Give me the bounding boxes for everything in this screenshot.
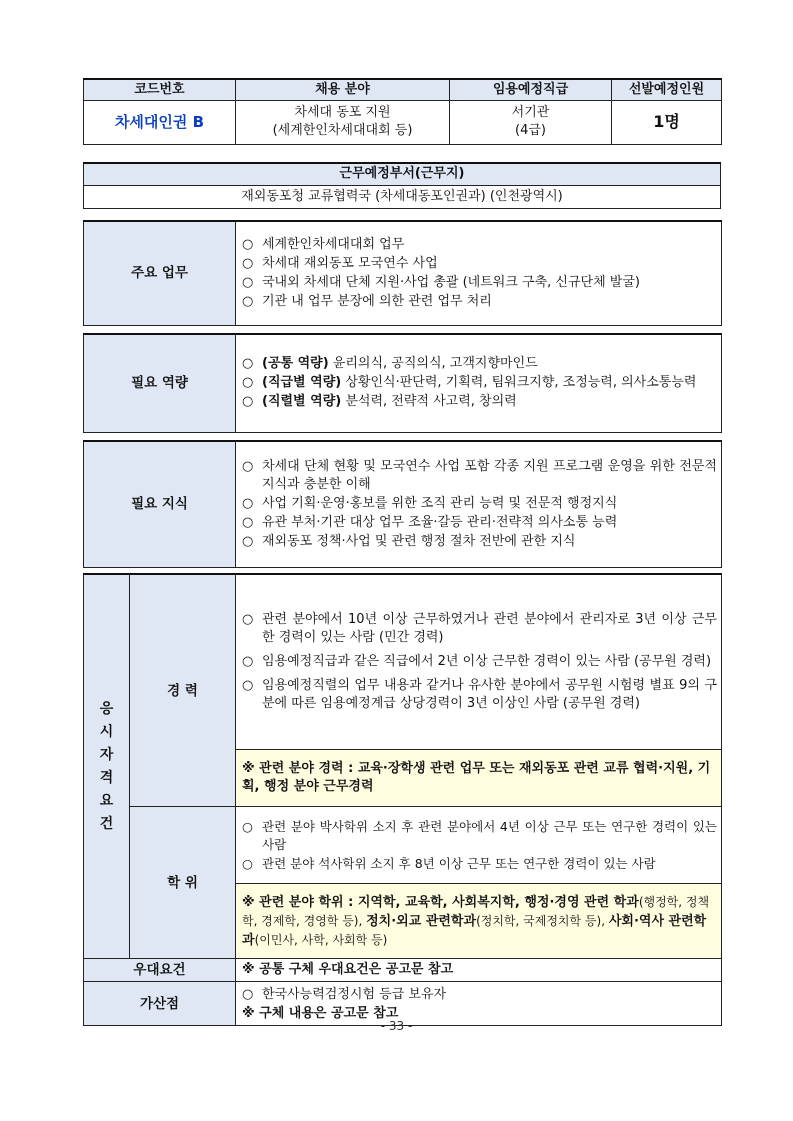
duties-label: 주요 업무 [84,221,236,325]
list-item: ○ 관련 분야에서 10년 이상 근무하였거나 관련 분야에서 관리자로 3년 이상 근무한 경력이 있는 사람 (민간 경력) [242,612,717,645]
knowledge-list [236,441,722,567]
bonus-label: 가산점 [84,982,236,1026]
preference-value: ※ 공통 구체 우대요건은 공고문 참고 [236,959,722,982]
position-field [236,100,450,144]
list-item: ○ 국내외 차세대 단체 지원·사업 총괄 (네트워크 구축, 신규단체 발굴) [242,274,640,290]
grade-line2: (4급) [515,123,546,138]
req-char: 시 [99,723,114,740]
req-char: 응 [99,700,114,717]
list-item: ○ (공통 역량) 윤리의식, 공직의식, 고객지향마인드 [242,356,538,372]
list-item: ○ 차세대 단체 현황 및 모국연수 사업 포함 각종 지원 프로그램 운영을 위한 전문적 지식과 충분한 이해 [242,458,717,492]
header-grade: 임용예정직급 [450,79,612,100]
list-item: ○ 기관 내 업무 분장에 의한 관련 업무 처리 [242,293,492,309]
list-item: ○ 차세대 재외동포 모국연수 사업 [242,255,438,271]
header-code: 코드번호 [84,79,236,100]
preference-label: 우대요건 [84,959,236,982]
list-item: ○ 임용예정직렬의 업무 내용과 같거나 유사한 분야에서 공무원 시험령 별표 9의 구분에 따른 임용예정계급 상당경력이 3년 이상인 사람 (공무원 경력) [242,678,717,711]
list-item: ○ 세계한인차세대대회 업무 [242,236,405,252]
dept-title: 근무예정부서(근무지) [84,163,721,185]
knowledge-label: 필요 지식 [84,441,236,567]
list-item: ○ 사업 기획·운영·홍보를 위한 조직 관리 능력 및 전문적 행정지식 [242,495,618,511]
position-code: 차세대인권 B [84,100,236,144]
knowledge-table [83,440,722,568]
grade-line1: 서기관 [511,105,550,120]
header-field: 채용 분야 [236,79,450,100]
list-item: ○ (직급별 역량) 상황인식·판단력, 기획력, 팀워크지향, 조정능력, 의사소통능력 [242,375,697,391]
duties-list [236,221,722,325]
requirements-table [83,573,722,1026]
req-char: 격 [99,769,114,786]
dept-table [83,162,721,209]
experience-list [236,574,722,750]
competency-list [236,334,722,432]
req-char: 요 [99,792,114,809]
list-item: ○ 관련 분야 박사학위 소지 후 관련 분야에서 4년 이상 근무 또는 연구한 경력이 있는 사람 [242,818,717,852]
requirements-label [84,574,130,959]
degree-note: ※ 관련 분야 학위 : 지역학, 교육학, 사회복지학, 행정·경영 관련 학과(행정학, 정책학, 경제학, 경영학 등), 정치·외교 관련학과(정치학, 국제정치학 등), 사회·역사 관련학과(이민사, 사학, 사회학 등) [236,884,722,959]
experience-note: ※ 관련 분야 경력 : 교육·장학생 관련 업무 또는 재외동포 관련 교류 협력·지원, 기획, 행정 분야 근무경력 [236,750,722,807]
field-line1: 차세대 동포 지원 [294,105,391,120]
bonus-note: ※ 구체 내용은 공고문 참고 [242,1005,399,1021]
header-count: 선발예정인원 [612,79,722,100]
field-line2: (세계한인차세대대회 등) [272,123,413,138]
degree-list [236,807,722,884]
position-grade [450,100,612,144]
degree-label: 학 위 [130,807,236,959]
experience-label: 경 력 [130,574,236,807]
req-char: 자 [99,746,114,763]
list-item: ○ (직렬별 역량) 분석력, 전략적 사고력, 창의력 [242,394,517,410]
summary-table [83,78,722,145]
dept-value: 재외동포청 교류협력국 (차세대동포인권과) (인천광역시) [84,185,721,208]
page-number: - 33 - [380,1019,413,1033]
list-item: ○ 관련 분야 석사학위 소지 후 8년 이상 근무 또는 연구한 경력이 있는 사람 [242,855,656,871]
duties-table [83,220,722,326]
list-item: ○ 유관 부처·기관 대상 업무 조율·갈등 관리·전략적 의사소통 능력 [242,514,618,530]
list-item: ○ 임용예정직급과 같은 직급에서 2년 이상 근무한 경력이 있는 사람 (공무원 경력) [242,654,712,669]
competency-table [83,333,722,433]
req-char: 건 [99,815,114,832]
competency-label: 필요 역량 [84,334,236,432]
list-item: ○ 한국사능력검정시험 등급 보유자 [242,986,447,1002]
list-item: ○ 재외동포 정책·사업 및 관련 행정 절차 전반에 관한 지식 [242,533,576,549]
position-count: 1명 [612,100,722,144]
